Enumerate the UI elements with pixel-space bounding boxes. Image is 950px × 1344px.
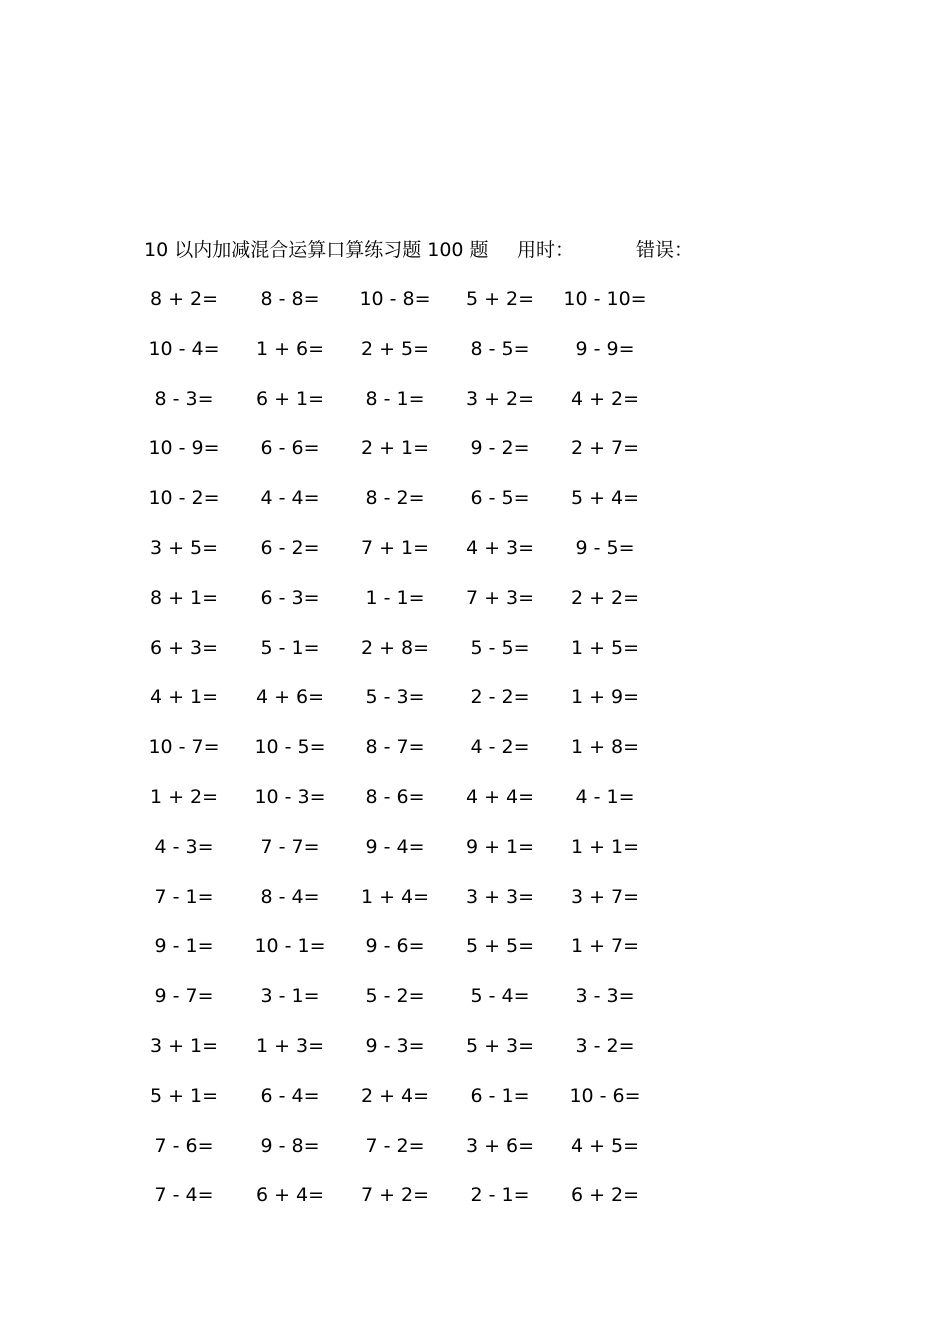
math-problem: 9 - 3= — [365, 1034, 425, 1057]
math-problem: 2 + 8= — [360, 636, 430, 659]
problem-row — [144, 983, 704, 1033]
math-problem: 6 + 1= — [255, 387, 325, 410]
math-problem: 4 + 3= — [465, 536, 535, 559]
math-problem: 6 + 2= — [570, 1184, 640, 1207]
math-problem: 8 + 2= — [149, 288, 219, 310]
math-problem: 1 + 1= — [570, 835, 640, 858]
math-problem: 3 - 2= — [575, 1034, 635, 1057]
math-problem: 9 - 9= — [575, 337, 635, 360]
math-problem: 6 - 1= — [470, 1084, 530, 1107]
math-problem: 10 - 9= — [148, 437, 220, 460]
math-problem: 9 - 6= — [365, 935, 425, 958]
math-problem: 9 - 1= — [154, 935, 214, 958]
math-problem: 5 + 4= — [570, 487, 640, 510]
math-problem: 1 + 9= — [570, 686, 640, 709]
problem-row — [144, 1182, 704, 1232]
math-problem: 5 + 2= — [465, 288, 535, 310]
math-problem: 5 + 5= — [465, 935, 535, 958]
math-problem: 1 + 2= — [149, 785, 219, 808]
time-used-label: 用时： — [517, 239, 575, 261]
problem-row — [144, 485, 704, 535]
math-problem: 1 + 4= — [360, 885, 430, 908]
math-problem: 9 - 2= — [470, 437, 530, 460]
math-problem: 8 - 8= — [260, 288, 320, 310]
math-problem: 6 - 4= — [260, 1084, 320, 1107]
math-problem: 10 - 4= — [148, 337, 220, 360]
math-problem: 3 - 3= — [575, 985, 635, 1008]
math-problem: 3 + 6= — [465, 1134, 535, 1157]
math-problem: 1 + 6= — [255, 337, 325, 360]
math-problem: 4 + 4= — [465, 785, 535, 808]
problem-grid — [144, 286, 704, 1232]
math-problem: 6 - 6= — [260, 437, 320, 460]
math-problem: 2 + 7= — [570, 437, 640, 460]
math-problem: 3 + 7= — [570, 885, 640, 908]
math-problem: 4 + 2= — [570, 387, 640, 410]
math-problem: 7 + 3= — [465, 586, 535, 609]
math-problem: 4 + 5= — [570, 1134, 640, 1157]
problem-row — [144, 585, 704, 635]
math-problem: 8 - 6= — [365, 785, 425, 808]
math-problem: 10 - 2= — [148, 487, 220, 510]
math-problem: 6 + 3= — [149, 636, 219, 659]
math-problem: 1 - 1= — [365, 586, 425, 609]
math-problem: 5 + 1= — [149, 1084, 219, 1107]
math-problem: 1 + 7= — [570, 935, 640, 958]
math-problem: 5 - 2= — [365, 985, 425, 1008]
math-problem: 8 - 1= — [365, 387, 425, 410]
math-problem: 4 - 3= — [154, 835, 214, 858]
math-problem: 10 - 8= — [359, 288, 431, 310]
math-problem: 2 + 2= — [570, 586, 640, 609]
math-problem: 4 - 4= — [260, 487, 320, 510]
math-problem: 3 - 1= — [260, 985, 320, 1008]
problem-row — [144, 784, 704, 834]
math-problem: 1 + 8= — [570, 736, 640, 759]
problem-row — [144, 1133, 704, 1183]
problem-row — [144, 684, 704, 734]
math-problem: 9 - 5= — [575, 536, 635, 559]
worksheet-title: 10 以内加减混合运算口算练习题 100 题 — [144, 239, 489, 261]
problem-row — [144, 834, 704, 884]
math-problem: 7 - 6= — [154, 1134, 214, 1157]
math-problem: 6 - 2= — [260, 536, 320, 559]
math-problem: 3 + 2= — [465, 387, 535, 410]
math-problem: 2 - 2= — [470, 686, 530, 709]
problem-row — [144, 884, 704, 934]
math-problem: 9 - 7= — [154, 985, 214, 1008]
math-problem: 10 - 10= — [563, 288, 647, 310]
math-problem: 9 - 4= — [365, 835, 425, 858]
errors-label: 错误： — [636, 239, 694, 261]
math-problem: 10 - 6= — [569, 1084, 641, 1107]
math-problem: 3 + 1= — [149, 1034, 219, 1057]
math-problem: 8 - 7= — [365, 736, 425, 759]
problem-row — [144, 535, 704, 585]
math-problem: 8 - 5= — [470, 337, 530, 360]
math-problem: 4 + 1= — [149, 686, 219, 709]
problem-row — [144, 1083, 704, 1133]
problem-row — [144, 1033, 704, 1083]
math-problem: 4 + 6= — [255, 686, 325, 709]
math-problem: 5 + 3= — [465, 1034, 535, 1057]
math-problem: 6 + 4= — [255, 1184, 325, 1207]
math-problem: 7 - 4= — [154, 1184, 214, 1207]
problem-row — [144, 286, 704, 336]
math-problem: 7 - 7= — [260, 835, 320, 858]
math-problem: 9 - 8= — [260, 1134, 320, 1157]
math-problem: 1 + 5= — [570, 636, 640, 659]
math-problem: 4 - 2= — [470, 736, 530, 759]
math-problem: 10 - 3= — [254, 785, 326, 808]
math-problem: 2 + 4= — [360, 1084, 430, 1107]
math-problem: 2 + 5= — [360, 337, 430, 360]
math-problem: 5 - 3= — [365, 686, 425, 709]
math-problem: 9 + 1= — [465, 835, 535, 858]
math-problem: 10 - 5= — [254, 736, 326, 759]
math-problem: 10 - 1= — [254, 935, 326, 958]
math-problem: 7 - 1= — [154, 885, 214, 908]
math-problem: 2 + 1= — [360, 437, 430, 460]
problem-row — [144, 635, 704, 685]
math-problem: 7 + 2= — [360, 1184, 430, 1207]
problem-row — [144, 435, 704, 485]
math-problem: 8 - 2= — [365, 487, 425, 510]
math-problem: 7 + 1= — [360, 536, 430, 559]
math-problem: 1 + 3= — [255, 1034, 325, 1057]
math-problem: 2 - 1= — [470, 1184, 530, 1207]
math-problem: 5 - 1= — [260, 636, 320, 659]
problem-row — [144, 734, 704, 784]
problem-row — [144, 336, 704, 386]
math-problem: 6 - 5= — [470, 487, 530, 510]
math-problem: 6 - 3= — [260, 586, 320, 609]
problem-row — [144, 933, 704, 983]
math-problem: 8 + 1= — [149, 586, 219, 609]
math-problem: 7 - 2= — [365, 1134, 425, 1157]
math-problem: 5 - 5= — [470, 636, 530, 659]
math-problem: 3 + 5= — [149, 536, 219, 559]
math-problem: 10 - 7= — [148, 736, 220, 759]
math-problem: 8 - 4= — [260, 885, 320, 908]
math-problem: 4 - 1= — [575, 785, 635, 808]
math-problem: 3 + 3= — [465, 885, 535, 908]
problem-row — [144, 386, 704, 436]
math-problem: 5 - 4= — [470, 985, 530, 1008]
math-problem: 8 - 3= — [154, 387, 214, 410]
